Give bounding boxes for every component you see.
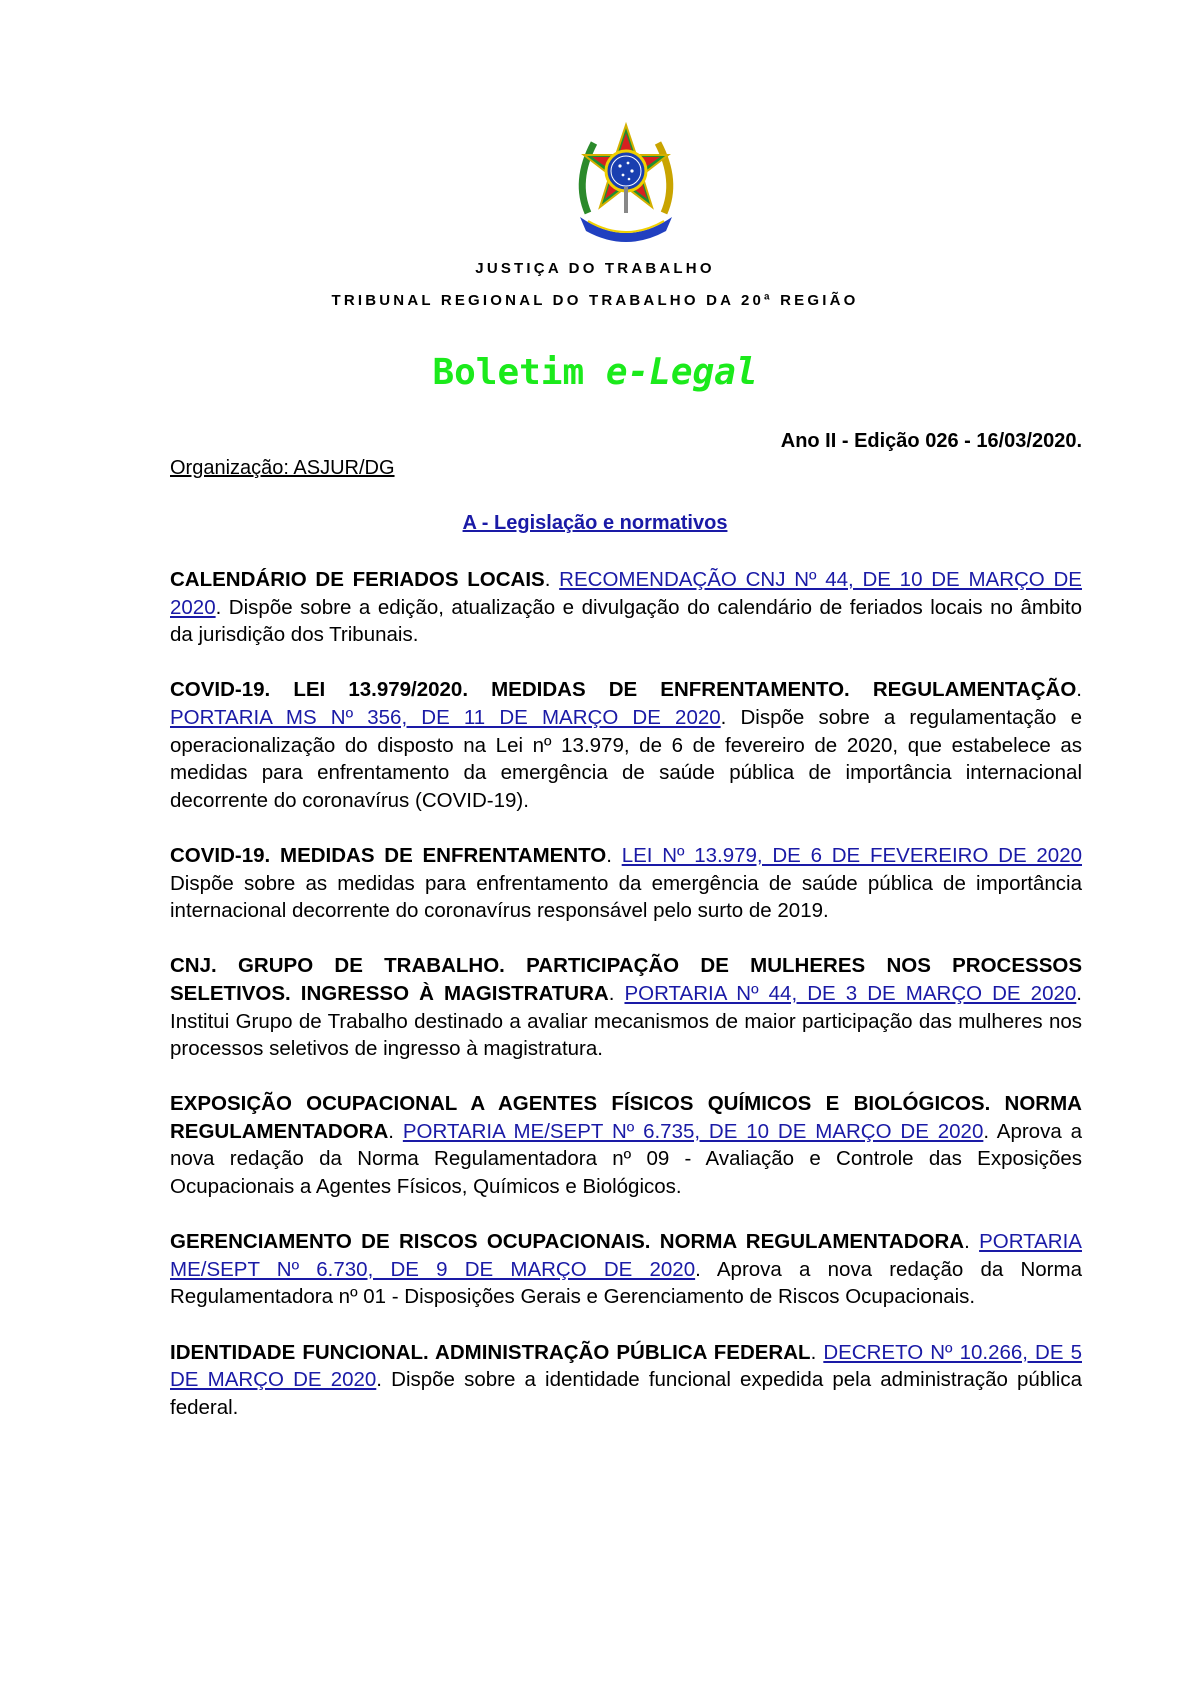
section-heading[interactable]: A - Legislação e normativos [462,512,728,534]
item-description: . Institui Grupo de Trabalho destinado a avaliar mecanismos de maior participação das mulheres nos processos seletivos de ingresso à magistratura. [170,981,1082,1061]
legislation-item: CALENDÁRIO DE FERIADOS LOCAIS. RECOMENDAÇÃO CNJ Nº 44, DE 10 DE MARÇO DE 2020. Dispõe sobre a edição, atualização e divulgação do calendário de feriados locais no âmbito da jurisdição dos Tribunais. [170,568,1082,647]
bulletin-title [0,352,1190,393]
header-tribunal: TRIBUNAL REGIONAL DO TRABALHO DA 20ª REGIÃO [331,292,859,309]
organization-label: Organização: ASJUR/DG [170,457,395,479]
item-link[interactable]: PORTARIA Nº 44, DE 3 DE MARÇO DE 2020 [624,981,1077,1005]
item-link[interactable]: RECOMENDAÇÃO CNJ Nº 44, DE 10 DE MARÇO DE 2020 [170,568,1082,619]
legislation-list [170,566,1082,1449]
item-link[interactable]: DECRETO Nº 10.266, DE 5 DE MARÇO DE 2020 [170,1340,1082,1392]
title-prefix: Boletim [432,352,606,393]
legislation-item: COVID-19. LEI 13.979/2020. MEDIDAS DE ENFRENTAMENTO. REGULAMENTAÇÃO. PORTARIA MS Nº 356, DE 11 DE MARÇO DE 2020. Dispõe sobre a regulamentação e operacionalização do disposto na Lei nº 13.979, de 6 de fevereiro de 2020, que estabelece as medidas para enfrentamento da emergência de saúde pública de importância internacional decorrente do coronavírus (COVID-19). [170,678,1082,812]
legislation-item: CNJ. GRUPO DE TRABALHO. PARTICIPAÇÃO DE MULHERES NOS PROCESSOS SELETIVOS. INGRESSO À MAGISTRATURA. PORTARIA Nº 44, DE 3 DE MARÇO DE 2020. Institui Grupo de Trabalho destinado a avaliar mecanismos de maior participação das mulheres nos processos seletivos de ingresso à magistratura. [170,954,1082,1061]
item-heading: EXPOSIÇÃO OCUPACIONAL A AGENTES FÍSICOS QUÍMICOS E BIOLÓGICOS. NORMA REGULAMENTADORA [170,1092,1082,1143]
legislation-item: EXPOSIÇÃO OCUPACIONAL A AGENTES FÍSICOS QUÍMICOS E BIOLÓGICOS. NORMA REGULAMENTADORA. PORTARIA ME/SEPT Nº 6.735, DE 10 DE MARÇO DE 2020. Aprova a nova redação da Norma Regulamentadora nº 09 - Avaliação e Controle das Exposições Ocupacionais a Agentes Físicos, Químicos e Biológicos. [170,1092,1082,1199]
header-justica: JUSTIÇA DO TRABALHO [475,260,715,277]
legislation-item: GERENCIAMENTO DE RISCOS OCUPACIONAIS. NORMA REGULAMENTADORA. PORTARIA ME/SEPT Nº 6.730, DE 9 DE MARÇO DE 2020. Aprova a nova redação da Norma Regulamentadora nº 01 - Disposições Gerais e Gerenciamento de Riscos Ocupacionais. [170,1230,1082,1309]
item-heading: GERENCIAMENTO DE RISCOS OCUPACIONAIS. NORMA REGULAMENTADORA [170,1230,965,1254]
item-description: Dispõe sobre as medidas para enfrentamento da emergência de saúde pública de importância internacional decorrente do coronavírus responsável pelo surto de 2019. [170,871,1082,923]
item-heading: COVID-19. LEI 13.979/2020. MEDIDAS DE ENFRENTAMENTO. REGULAMENTAÇÃO [170,678,1077,702]
item-description: . Aprova a nova redação da Norma Regulamentadora nº 01 - Disposições Gerais e Gerenciamento de Riscos Ocupacionais. [170,1257,1082,1309]
coat-of-arms-emblem [566,121,686,249]
item-description: . Dispõe sobre a regulamentação e operacionalização do disposto na Lei nº 13.979, de 6 de fevereiro de 2020, que estabelece as medidas para enfrentamento da emergência de saúde pública de importância internacional decorrente do coronavírus (COVID-19). [170,705,1082,812]
item-link[interactable]: PORTARIA MS Nº 356, DE 11 DE MARÇO DE 2020 [170,705,721,729]
item-link[interactable]: LEI Nº 13.979, DE 6 DE FEVEREIRO DE 2020 [621,843,1082,867]
item-description: . Dispõe sobre a edição, atualização e divulgação do calendário de feriados locais no âmbito da jurisdição dos Tribunais. [170,595,1082,647]
item-link[interactable]: PORTARIA ME/SEPT Nº 6.735, DE 10 DE MARÇO DE 2020 [402,1119,984,1143]
item-description: . Aprova a nova redação da Norma Regulamentadora nº 09 - Avaliação e Controle das Exposições Ocupacionais a Agentes Físicos, Químicos e Biológicos. [170,1119,1082,1199]
item-heading: CALENDÁRIO DE FERIADOS LOCAIS [170,568,545,591]
title-emphasis: e-Legal [605,352,758,393]
edition-info: Ano II - Edição 026 - 16/03/2020. [780,430,1082,452]
item-link[interactable]: PORTARIA ME/SEPT Nº 6.730, DE 9 DE MARÇO DE 2020 [170,1230,1082,1281]
legislation-item: COVID-19. MEDIDAS DE ENFRENTAMENTO. LEI Nº 13.979, DE 6 DE FEVEREIRO DE 2020 Dispõe sobre as medidas para enfrentamento da emergência de saúde pública de importância internacional decorrente do coronavírus responsável pelo surto de 2019. [170,843,1082,923]
item-heading: CNJ. GRUPO DE TRABALHO. PARTICIPAÇÃO DE MULHERES NOS PROCESSOS SELETIVOS. INGRESSO À MAGISTRATURA [170,954,1082,1005]
legislation-item: IDENTIDADE FUNCIONAL. ADMINISTRAÇÃO PÚBLICA FEDERAL. DECRETO Nº 10.266, DE 5 DE MARÇO DE 2020. Dispõe sobre a identidade funcional expedida pela administração pública federal. [170,1340,1082,1419]
item-description: . Dispõe sobre a identidade funcional expedida pela administração pública federal. [170,1368,1082,1419]
item-heading: COVID-19. MEDIDAS DE ENFRENTAMENTO [170,843,607,867]
item-heading: IDENTIDADE FUNCIONAL. ADMINISTRAÇÃO PÚBLICA FEDERAL [170,1340,811,1364]
